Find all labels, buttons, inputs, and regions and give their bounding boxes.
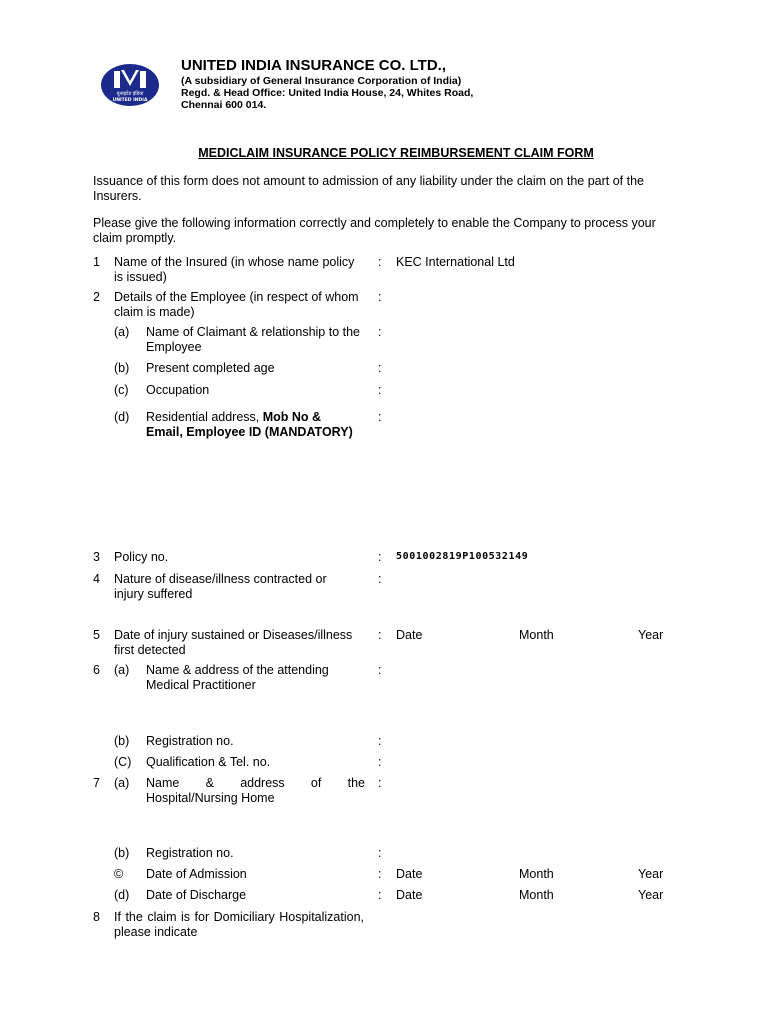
insured-name-label: Name of the Insured (in whose name policy is issued) (114, 255, 355, 284)
year-label: Year (638, 867, 664, 881)
company-name: UNITED INDIA INSURANCE CO. LTD., (181, 57, 446, 74)
colon-separator: : (378, 290, 382, 304)
colon-separator: : (378, 572, 382, 586)
colon-separator: : (378, 888, 382, 902)
colon-separator: : (378, 846, 382, 860)
discharge-date-label: Date of Discharge (146, 888, 247, 902)
practitioner-name-field[interactable] (396, 663, 686, 718)
residential-address-label-bold-2: Email, Employee ID (MANDATORY) (146, 424, 353, 439)
occupation-field[interactable] (396, 383, 686, 398)
colon-separator: : (378, 383, 382, 397)
item-number: 8 (93, 910, 100, 924)
year-label: Year (638, 628, 664, 642)
hospital-name-field[interactable] (396, 776, 686, 831)
present-age-field[interactable] (396, 361, 686, 376)
colon-separator: : (378, 663, 382, 677)
practitioner-registration-label: Registration no. (146, 734, 234, 748)
hospital-registration-label: Registration no. (146, 846, 234, 860)
sub-item-marker: (a) (114, 663, 130, 677)
month-label: Month (519, 628, 554, 642)
claimant-name-field[interactable] (396, 325, 686, 340)
practitioner-name-label: Name & address of the attending Medical Practitioner (146, 663, 329, 692)
item-number: 6 (93, 663, 100, 677)
colon-separator: : (378, 628, 382, 642)
present-age-label: Present completed age (146, 361, 275, 375)
subsidiary-note: (A subsidiary of General Insurance Corporation of India) (181, 75, 462, 87)
colon-separator: : (378, 755, 382, 769)
colon-separator: : (378, 776, 382, 790)
colon-separator: : (378, 867, 382, 881)
residential-address-label-bold-1: Mob No & (262, 410, 322, 424)
intro-paragraph-1: Issuance of this form does not amount to admission of any liability under the claim on the part of the Insurers. (93, 174, 644, 203)
sub-item-marker: (d) (114, 888, 130, 902)
colon-separator: : (378, 410, 382, 424)
colon-separator: : (378, 361, 382, 375)
employee-details-label: Details of the Employee (in respect of whom claim is made) (114, 290, 359, 319)
colon-separator: : (378, 325, 382, 339)
sub-item-marker: (b) (114, 846, 130, 860)
sub-item-marker: (b) (114, 361, 130, 375)
colon-separator: : (378, 734, 382, 748)
logo-english-text: UNITED INDIA (112, 98, 148, 103)
disease-nature-label: Nature of disease/illness contracted or injury suffered (114, 572, 327, 601)
sub-item-marker: (d) (114, 410, 130, 424)
sub-item-marker: © (114, 867, 124, 881)
date-label: Date (396, 867, 423, 881)
sub-item-marker: (b) (114, 734, 130, 748)
item-number: 1 (93, 255, 100, 269)
residential-address-label-plain: Residential address, (146, 410, 263, 424)
colon-separator: : (378, 255, 382, 269)
item-number: 4 (93, 572, 100, 586)
item-number: 3 (93, 550, 100, 564)
form-title: MEDICLAIM INSURANCE POLICY REIMBURSEMENT CLAIM FORM (198, 146, 594, 160)
occupation-label: Occupation (146, 383, 210, 397)
month-label: Month (519, 867, 554, 881)
residential-address-label (146, 410, 376, 439)
practitioner-registration-field[interactable] (396, 734, 686, 749)
insured-name-value: KEC International Ltd (396, 255, 515, 269)
sub-item-marker: (C) (114, 755, 132, 769)
admission-date-label: Date of Admission (146, 867, 247, 881)
policy-number-label: Policy no. (114, 550, 169, 564)
sub-item-marker: (a) (114, 325, 130, 339)
qualification-tel-label: Qualification & Tel. no. (146, 755, 271, 769)
item-number: 5 (93, 628, 100, 642)
sub-item-marker: (c) (114, 383, 129, 397)
company-logo (100, 63, 160, 107)
item-number: 2 (93, 290, 100, 304)
office-address-line-2: Chennai 600 014. (181, 99, 267, 111)
injury-date-label: Date of injury sustained or Diseases/illness first detected (114, 628, 353, 657)
hospital-registration-field[interactable] (396, 846, 686, 861)
sub-item-marker: (a) (114, 776, 130, 790)
claimant-name-label: Name of Claimant & relationship to the Employee (146, 325, 360, 354)
residential-address-field[interactable] (396, 410, 686, 530)
policy-number-value: 5001002819P100532149 (396, 551, 529, 562)
hospital-name-label: Name & address of the Hospital/Nursing Home (146, 776, 365, 805)
item-number: 7 (93, 776, 100, 790)
logo-hindi-text: यूनाइटेड इंडिया (116, 91, 144, 97)
colon-separator: : (378, 550, 382, 564)
disease-nature-field[interactable] (396, 572, 686, 602)
date-label: Date (396, 628, 423, 642)
domiciliary-hospitalization-label: If the claim is for Domiciliary Hospitalization, please indicate (114, 910, 364, 939)
date-label: Date (396, 888, 423, 902)
office-address-line-1: Regd. & Head Office: United India House, 24, Whites Road, (181, 87, 474, 99)
year-label: Year (638, 888, 664, 902)
month-label: Month (519, 888, 554, 902)
qualification-tel-field[interactable] (396, 755, 686, 770)
intro-paragraph-2: Please give the following information correctly and completely to enable the Company to process your claim promptly. (93, 216, 656, 245)
